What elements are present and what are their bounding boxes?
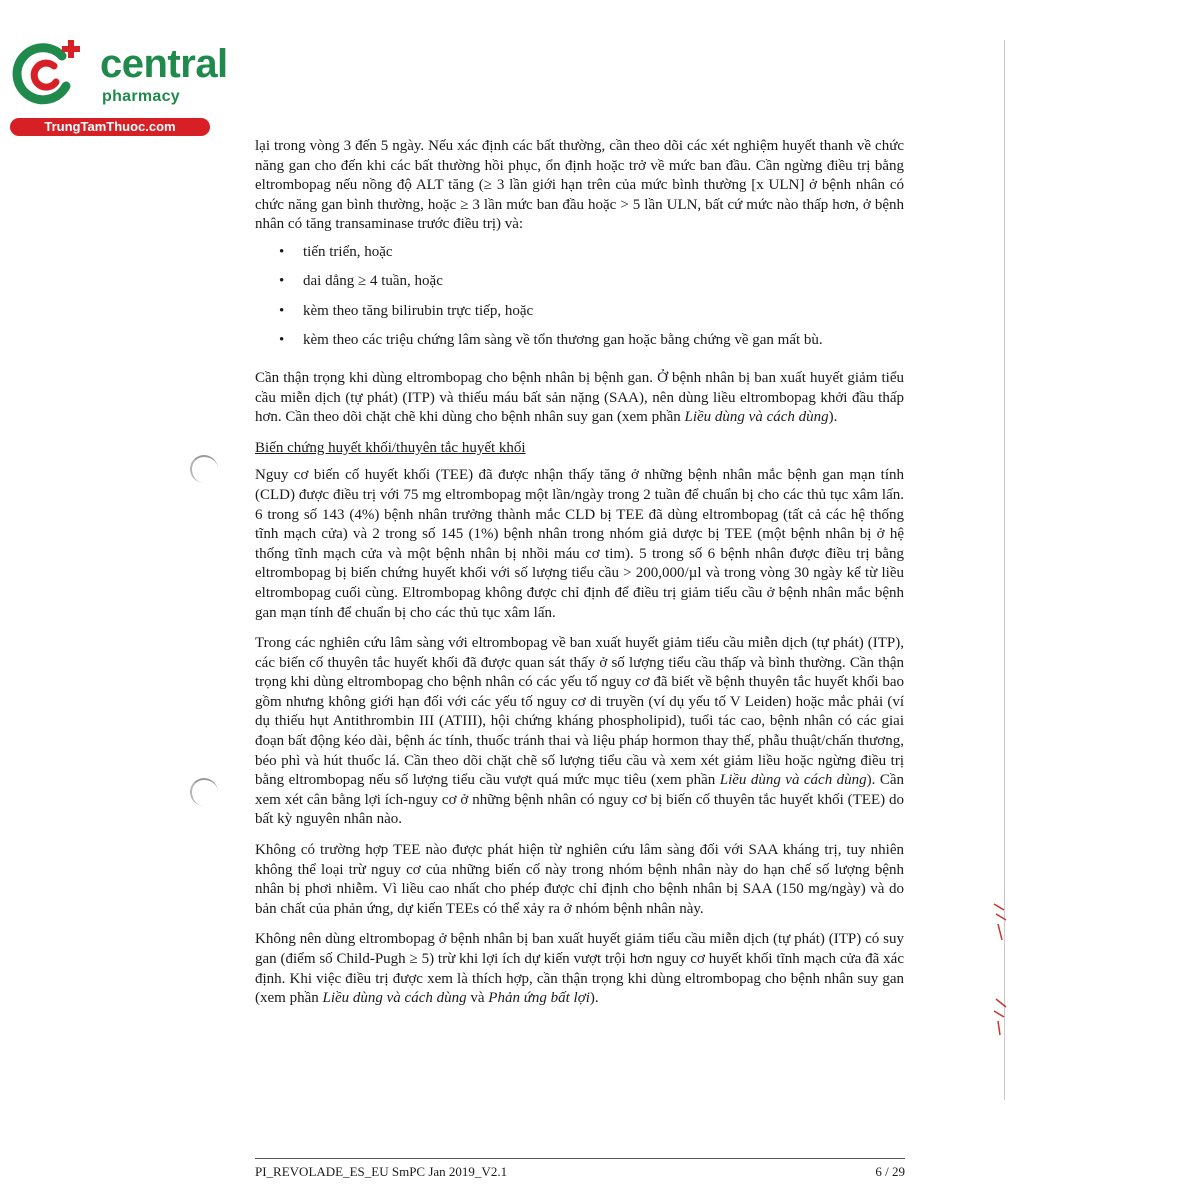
paragraph: lại trong vòng 3 đến 5 ngày. Nếu xác định các bất thường, cần theo dõi các xét nghiệm huyết thanh về chức năng gan cho đến khi các bất thường hồi phục, ổn định hoặc trở về mức ban đầu. Cần ngừng điều trị bằng eltrombopag nếu nồng độ ALT tăng (≥ 3 lần giới hạn trên của mức bình thường [x ULN] ở bệnh nhân có chức năng gan bình thường, hoặc ≥ 3 lần mức ban đầu hoặc > 5 lần ULN, bất cứ mức nào thấp hơn, ở bệnh nhân có tăng transaminase trước điều trị) và: xyxy=(255,138,904,233)
brand-subtitle: pharmacy xyxy=(102,88,180,105)
list-item xyxy=(255,243,904,273)
paragraph: Nguy cơ biến cố huyết khối (TEE) đã được nhận thấy tăng ở những bệnh nhân mắc bệnh gan mạn tính (CLD) được điều trị với 75 mg eltrombopag một lần/ngày trong 2 tuần để chuẩn bị cho các thủ tục xâm lấn. 6 trong số 143 (4%) bệnh nhân trưởng thành mắc CLD bị TEE đã dùng eltrombopag (tất cả các hệ thống tĩnh mạch cửa) và 2 trong số 145 (1%) bệnh nhân trong nhóm giả dược bị TEE (một bệnh nhân bị ở hệ thống tĩnh mạch cửa và một bệnh nhân bị nhồi máu cơ tim). 5 trong số 6 bệnh nhân được điều trị bằng eltrombopag bị biến chứng huyết khối với số lượng tiểu cầu > 200,000/µl và trong vòng 30 ngày kể từ liều eltrombopag cuối cùng. Eltrombopag không được chỉ định để điều trị giảm tiểu cầu ở bệnh nhân mắc bệnh gan mạn tính để chuẩn bị cho các thủ tục xâm lấn. xyxy=(255,467,904,621)
paragraph: Không nên dùng eltrombopag ở bệnh nhân bị ban xuất huyết giảm tiểu cầu miễn dịch (tự phát) (ITP) có suy gan (điểm số Child-Pugh ≥ 5) trừ khi lợi ích dự kiến vượt trội hơn nguy cơ huyết khối tĩnh mạch cửa đã xác định. Khi việc điều trị được xem là thích hợp, cần thận trọng khi dùng eltrombopag cho bệnh nhân suy gan (xem phần Liều dùng và cách dùng và Phản ứng bất lợi). xyxy=(255,931,904,1007)
list-item xyxy=(255,272,904,302)
page-number: 6 / 29 xyxy=(875,1164,905,1179)
pharmacy-logo-icon xyxy=(10,36,90,110)
bullet-icon: • xyxy=(279,302,285,319)
list-item xyxy=(255,302,904,332)
list-item-text: kèm theo tăng bilirubin trực tiếp, hoặc xyxy=(303,302,534,319)
paragraph: Không có trường hợp TEE nào được phát hiện từ nghiên cứu lâm sàng đối với SAA kháng trị, tuy nhiên không thể loại trừ nguy cơ của những biến cố này trong nhóm bệnh nhân này do hạn chế số lượng bệnh nhân bị phơi nhiễm. Vì liều cao nhất cho phép được chỉ định cho bệnh nhân bị SAA (150 mg/ngày) và do bản chất của phản ứng, dự kiến TEEs có thể xảy ra ở nhóm bệnh nhân này. xyxy=(255,842,904,917)
brand-name: central xyxy=(100,42,228,86)
section-heading: Biến chứng huyết khối/thuyên tắc huyết khối xyxy=(255,439,526,456)
bullet-icon: • xyxy=(279,273,285,290)
paragraph: Trong các nghiên cứu lâm sàng với eltrombopag về ban xuất huyết giảm tiểu cầu miễn dịch (tự phát) (ITP), các biến cố thuyên tắc huyết khối đã được quan sát thấy ở số lượng tiểu cầu thấp và bình thường. Cần thận trọng khi dùng eltrombopag cho bệnh nhân có các yếu tố nguy cơ đã biết về bệnh thuyên tắc huyết khối bao gồm nhưng không giới hạn đối với các yếu tố nguy cơ di truyền (ví dụ yếu tố V Leiden) hoặc mắc phải (ví dụ thiếu hụt Antithrombin III (ATIII), hội chứng kháng phospholipid), tuổi tác cao, bệnh nhân có các giai đoạn bất động kéo dài, bệnh ác tính, thuốc tránh thai và liệu pháp hormon thay thế, phẫu thuật/chấn thương, béo phì và hút thuốc lá. Cần theo dõi chặt chẽ số lượng tiểu cầu và xem xét giảm liều hoặc ngừng điều trị bằng eltrombopag nếu số lượng tiểu cầu vượt quá mức mục tiêu (xem phần Liều dùng và cách dùng). Cần xem xét cân bằng lợi ích-nguy cơ ở những bệnh nhân có nguy cơ bị biến cố thuyên tắc huyết khối (TEE) do bất kỳ nguyên nhân nào. xyxy=(255,635,904,828)
list-item-text: kèm theo các triệu chứng lâm sàng về tổn thương gan hoặc bằng chứng về gan mất bù. xyxy=(303,332,823,349)
bullet-icon: • xyxy=(279,243,285,260)
list-item-text: dai dẳng ≥ 4 tuần, hoặc xyxy=(303,273,443,290)
document-reference: PI_REVOLADE_ES_EU SmPC Jan 2019_V2.1 xyxy=(255,1164,508,1179)
handwritten-mark xyxy=(988,900,1012,944)
document-body xyxy=(255,137,904,1020)
bullet-list xyxy=(255,243,904,361)
list-item xyxy=(255,331,904,361)
list-item-text: tiến triển, hoặc xyxy=(303,243,393,260)
handwritten-mark xyxy=(988,995,1012,1039)
paragraph: Cần thận trọng khi dùng eltrombopag cho bệnh nhân bị bệnh gan. Ở bệnh nhân bị ban xuất huyết giảm tiểu cầu miễn dịch (tự phát) (ITP) và thiếu máu bất sản nặng (SAA), nên dùng liều eltrombopag khởi đầu thấp hơn. Cần theo dõi chặt chẽ khi dùng cho bệnh nhân suy gan (xem phần Liều dùng và cách dùng). xyxy=(255,369,904,426)
punch-hole-mark xyxy=(190,455,218,483)
site-url-badge[interactable]: TrungTamThuoc.com xyxy=(10,118,210,136)
bullet-icon: • xyxy=(279,332,285,349)
punch-hole-mark xyxy=(190,778,218,806)
footer-divider xyxy=(255,1158,905,1159)
